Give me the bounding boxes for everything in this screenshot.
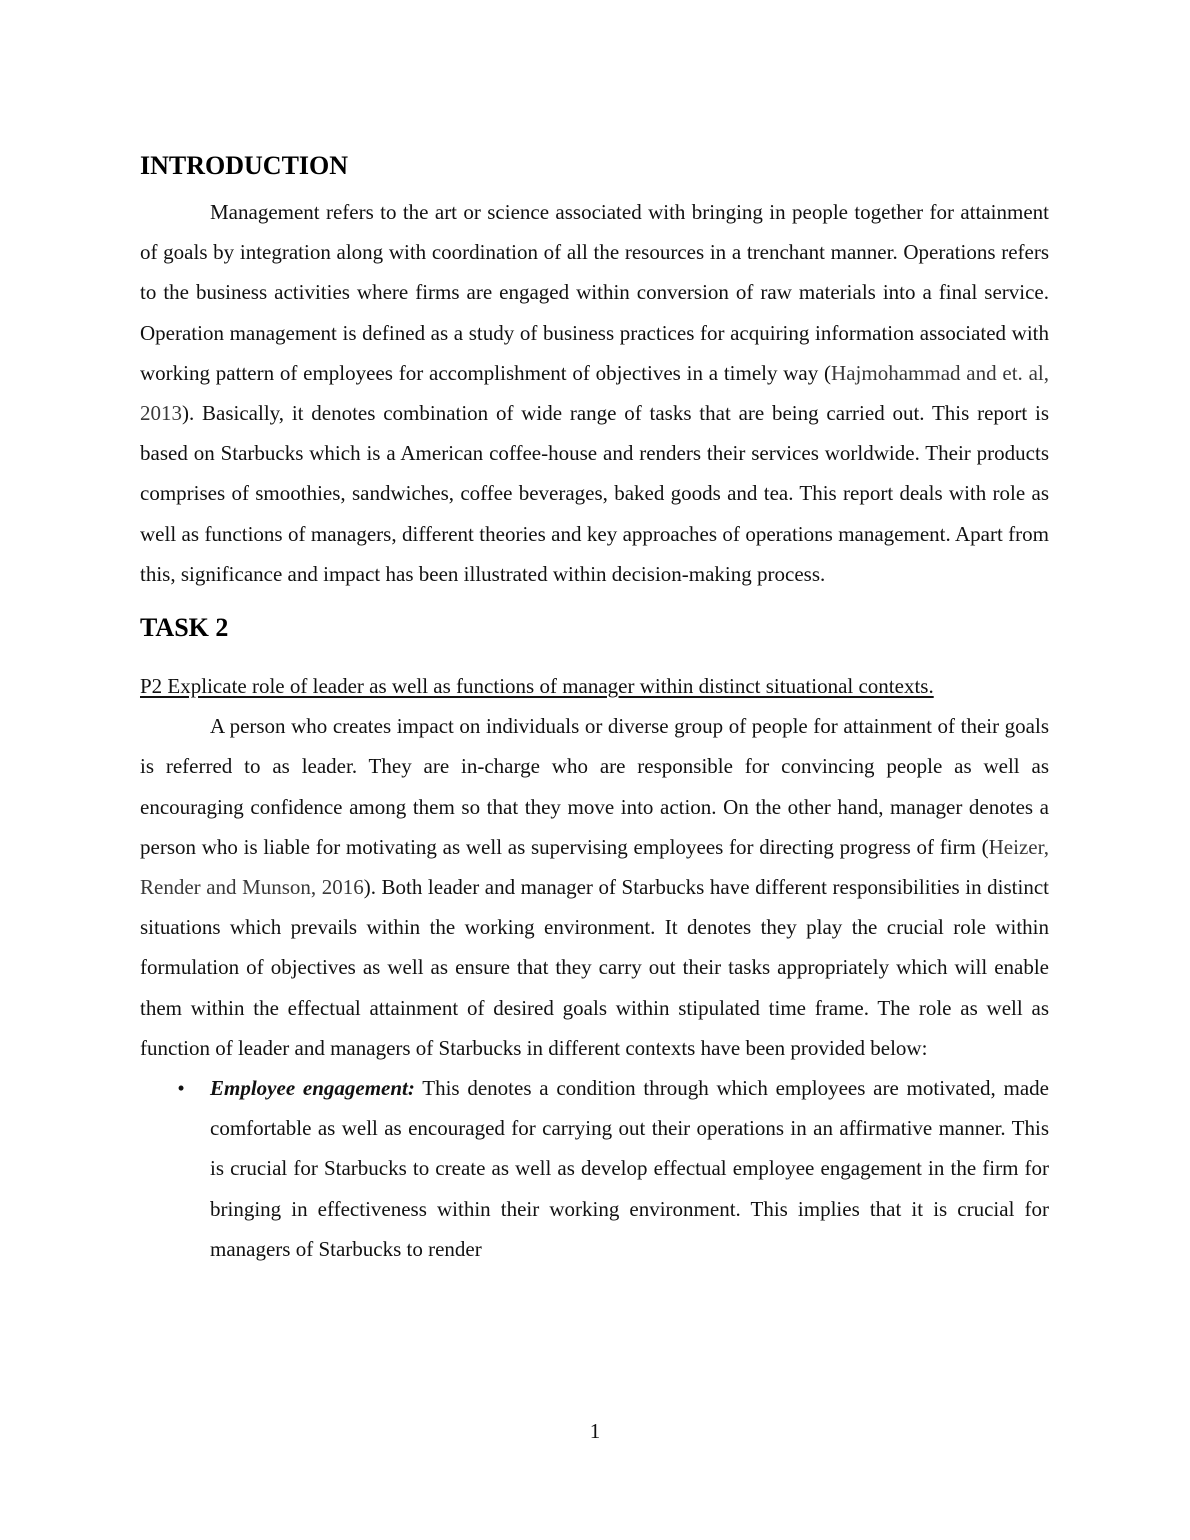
citation-hajmohammad: Hajmohammad and et. al, 2013 [140, 360, 1049, 426]
task-2-paragraph [140, 706, 1049, 1068]
document-page [140, 146, 1049, 1269]
page-number: 1 [589, 1419, 601, 1443]
bullet-list [140, 1068, 1049, 1269]
introduction-text-part-1: Management refers to the art or science associated with bringing in people together for attainment of goals by integration along with coordination of all the resources in a trenchant manner. Operations refers to the business activities where firms are engaged within conversion of raw materials into a final service. Operation management is defined as a study of business practices for acquiring information associated with working pattern of employees for accomplishment of objectives in a timely way ( [140, 200, 1049, 385]
list-item [177, 1068, 1050, 1269]
citation-heizer: Heizer, Render and Munson, 2016 [140, 834, 1049, 900]
task-2-text-part-2: ). Both leader and manager of Starbucks have different responsibilities in distinct situations which prevails within the working environment. It denotes they play the crucial role within formulation of objectives as well as ensure that they carry out their tasks appropriately which will enable them within the effectual attainment of desired goals within stipulated time frame. The role as well as function of leader and managers of Starbucks in different contexts have been provided below: [140, 875, 1049, 1060]
bullet-icon: • [177, 1076, 185, 1101]
task-2-heading: TASK 2 [140, 613, 229, 643]
bullet-text: This denotes a condition through which employees are motivated, made comfortable as well as encouraged for carrying out their operations in an affirmative manner. This is crucial for Starbucks to create as well as develop effectual employee engagement in the firm for bringing in effectiveness within their working environment. This implies that it is crucial for managers of Starbucks to render [210, 1076, 1050, 1261]
task-2-text-part-1: A person who creates impact on individuals or diverse group of people for attainment of their goals is referred to as leader. They are in-charge who are responsible for convincing people as well as encouraging confidence among them so that they move into action. On the other hand, manager denotes a person who is liable for motivating as well as supervising employees for directing progress of firm ( [140, 714, 1049, 859]
introduction-heading: INTRODUCTION [140, 151, 349, 180]
introduction-text-part-2: ). Basically, it denotes combination of wide range of tasks that are being carried out. This report is based on Starbucks which is a American coffee-house and renders their services worldwide. Their products comprises of smoothies, sandwiches, coffee beverages, baked goods and tea. This report deals with role as well as functions of managers, different theories and key approaches of operations management. Apart from this, significance and impact has been illustrated within decision-making process. [140, 401, 1049, 586]
bullet-term: Employee engagement: [210, 1076, 415, 1101]
p2-subheading: P2 Explicate role of leader as well as functions of manager within distinct situational contexts. [140, 674, 934, 699]
introduction-paragraph [140, 192, 1049, 594]
